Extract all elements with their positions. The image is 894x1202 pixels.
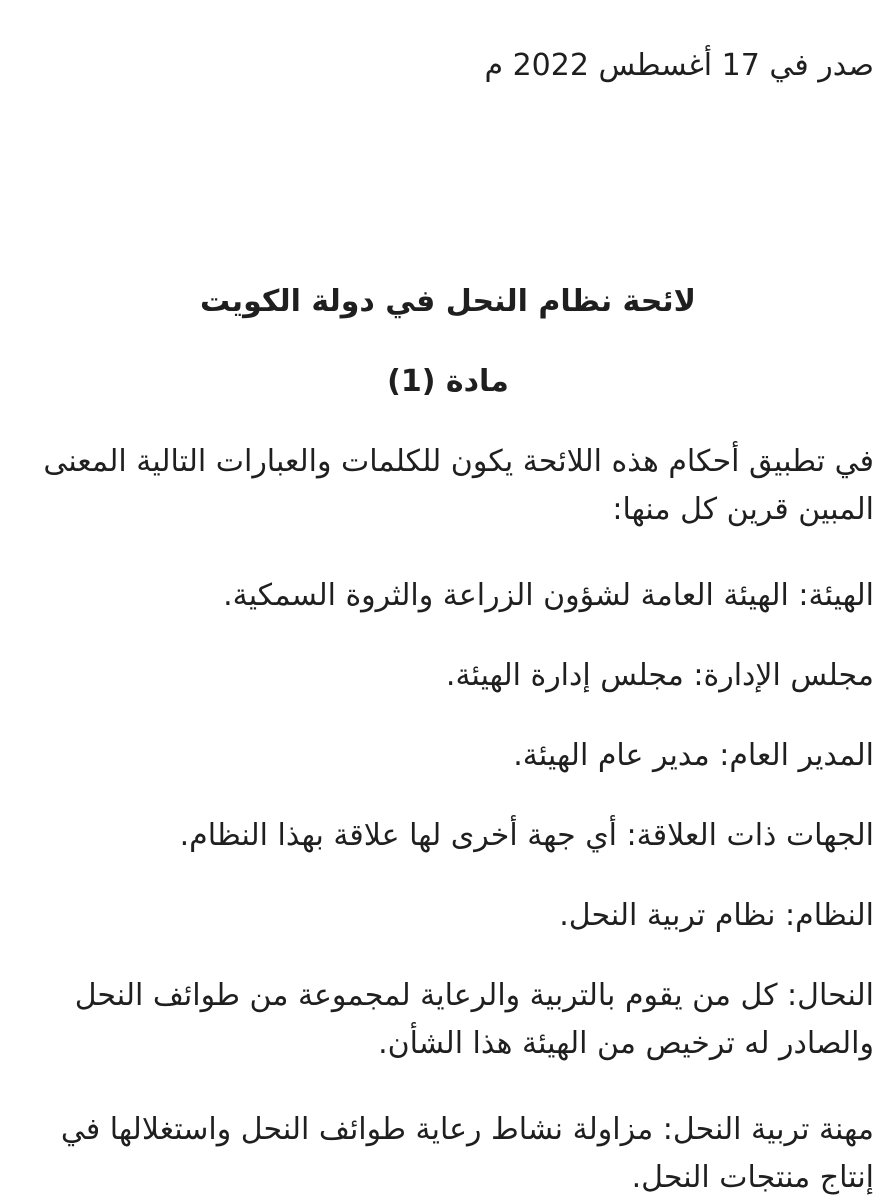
article-heading: مادة (1): [387, 364, 509, 399]
document-title: لائحة نظام النحل في دولة الكويت: [200, 284, 696, 319]
definition-authority: الهيئة: الهيئة العامة لشؤون الزراعة والثروة السمكية.: [223, 578, 874, 613]
definition-director: المدير العام: مدير عام الهيئة.: [513, 738, 874, 773]
definition-board: مجلس الإدارة: مجلس إدارة الهيئة.: [445, 658, 874, 693]
definition-profession: مهنة تربية النحل: مزاولة نشاط رعاية طوائف النحل واستغلالها في إنتاج منتجات النحل.: [60, 1112, 874, 1195]
definition-related-parties: الجهات ذات العلاقة: أي جهة أخرى لها علاقة بهذا النظام.: [179, 818, 874, 853]
issue-date: صدر في 17 أغسطس 2022 م: [484, 48, 874, 83]
intro-paragraph: في تطبيق أحكام هذه اللائحة يكون للكلمات والعبارات التالية المعنى المبين قرين كل منها:: [43, 444, 874, 527]
document-page: [22, 0, 874, 1200]
definition-system: النظام: نظام تربية النحل.: [559, 898, 874, 933]
definition-beekeeper: النحال: كل من يقوم بالتربية والرعاية لمجموعة من طوائف النحل والصادر له ترخيص من الهيئة هذا الشأن.: [74, 978, 874, 1061]
